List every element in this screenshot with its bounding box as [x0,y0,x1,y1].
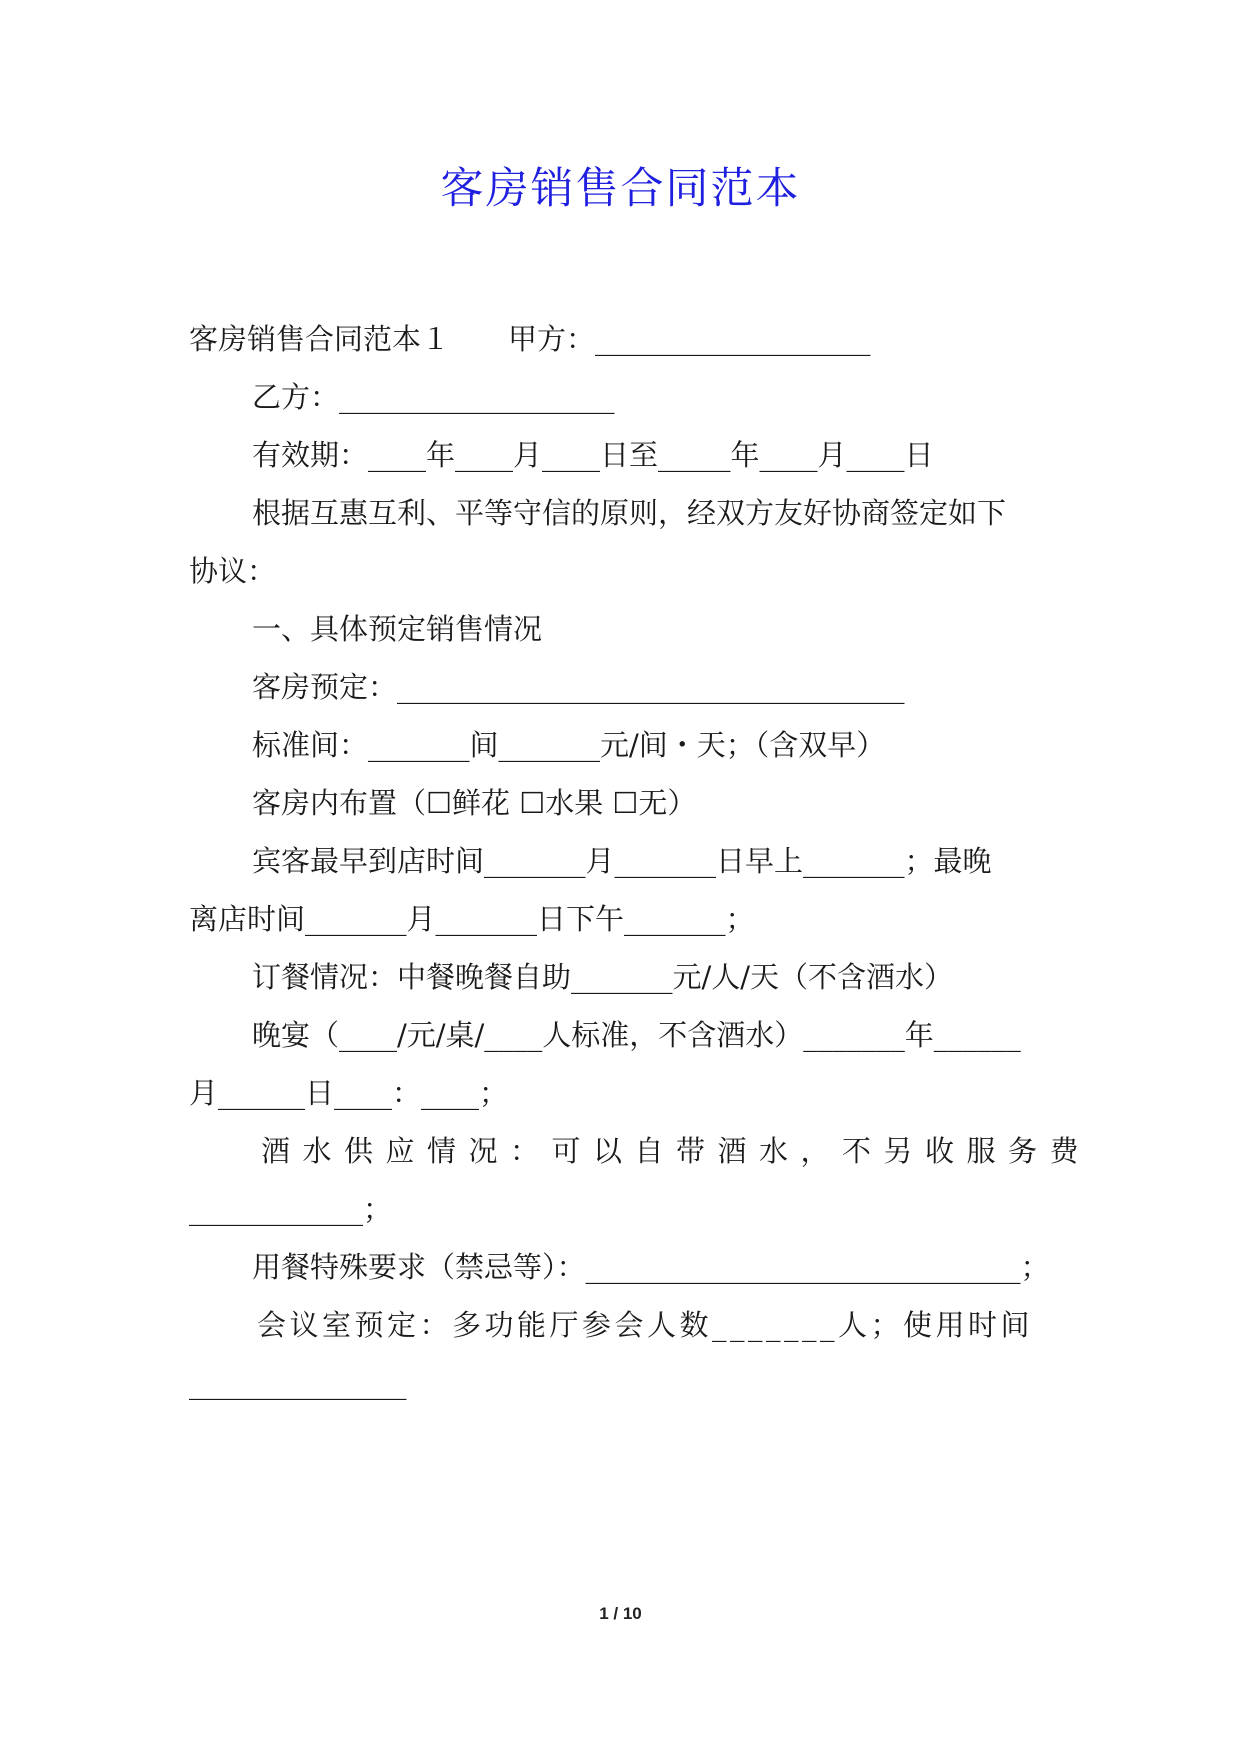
beverage-fee-blank-line: ____________； [189,1192,393,1226]
latest-departure-line: 离店时间_______月_______日下午_______； [189,902,755,936]
preamble-line: 根据互惠互利、平等守信的原则，经双方友好协商签定如下 [252,496,1007,530]
special-dining-requests-line: 用餐特殊要求（禁忌等）：______________________________； [252,1250,1050,1284]
contract-heading-party-a-line: 客房销售合同范本１ 甲方：___________________ [189,322,871,356]
beverage-supply-text: 酒水供应情况：可以自带酒水，不另收服务费 [261,1134,1092,1168]
beverage-supply-line [261,1119,1092,1184]
page-number: 1 / 10 [599,1604,642,1623]
document-title: 客房销售合同范本 [440,164,801,214]
room-decoration-line: 客房内布置（☐鲜花 ☐水果 ☐无） [252,786,697,820]
banquet-line: 晚宴（____/元/桌/____人标准，不含酒水）_______年______ [252,1018,1021,1052]
meal-booking-line: 订餐情况：中餐晚餐自助_______元/人/天（不含酒水） [252,960,954,994]
section-one-heading: 一、具体预定销售情况 [252,612,543,646]
meeting-time-blank-line: _______________ [189,1366,407,1400]
meeting-room-booking-line: 会议室预定：多功能厅参会人数_______人；使用时间 [257,1308,1034,1342]
room-booking-line: 客房预定：___________________________________ [252,670,905,704]
banquet-line-continued: 月______日____：____； [189,1076,509,1110]
standard-room-line: 标准间：_______间_______元/间・天；（含双早） [252,728,886,762]
preamble-line-continued: 协议： [189,554,277,588]
earliest-arrival-line: 宾客最早到店时间_______月_______日早上_______；最晚 [252,844,992,878]
validity-period-line: 有效期：____年____月____日至_____年____月____日 [252,438,934,472]
party-b-line: 乙方：___________________ [252,380,615,414]
